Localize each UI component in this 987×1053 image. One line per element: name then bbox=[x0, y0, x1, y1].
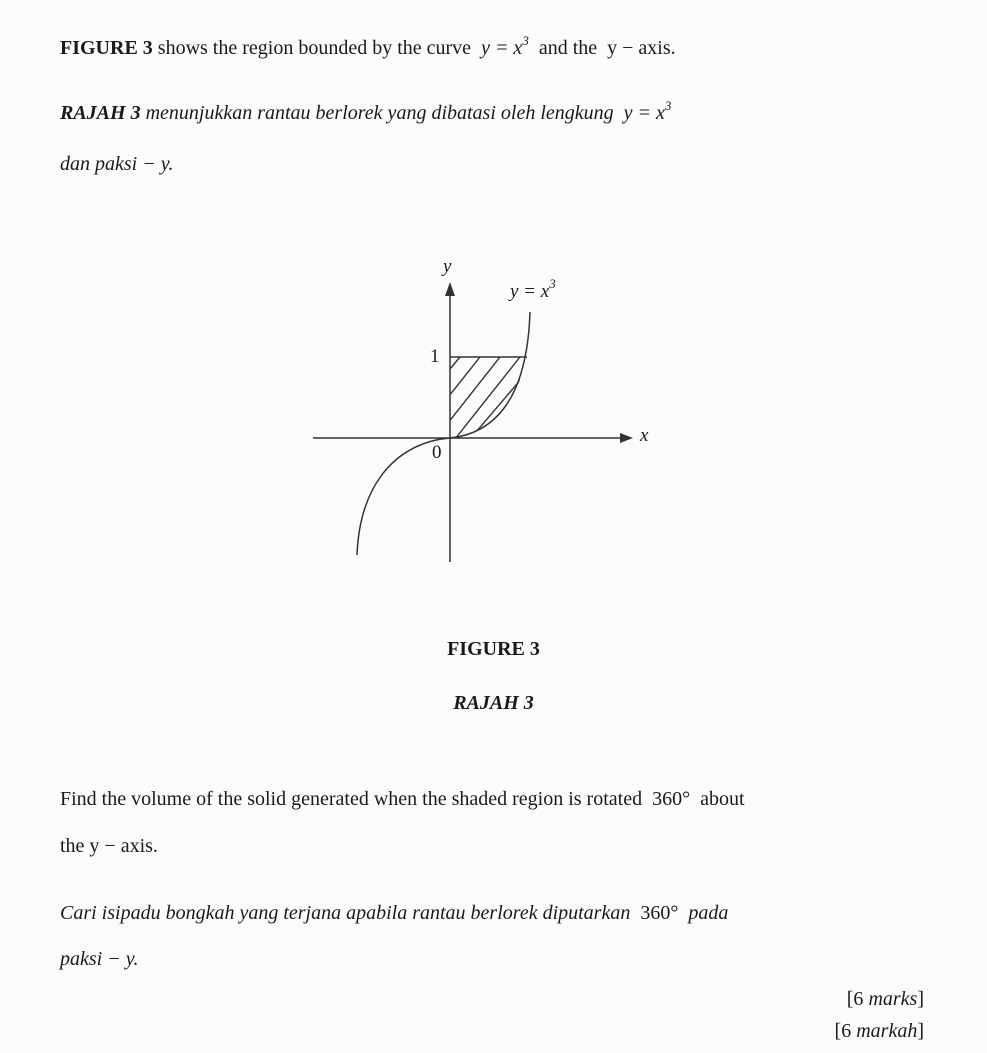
question-ms-line1: Cari isipadu bongkah yang terjana apabila rantau berlorek diputarkan 360° pada bbox=[60, 902, 729, 924]
y-tick-1: 1 bbox=[430, 346, 440, 367]
y-axis-label: y bbox=[443, 256, 452, 277]
marks-ms: [6 markah] bbox=[834, 1020, 924, 1042]
x-axis-arrow-icon bbox=[620, 433, 633, 443]
intro-axis: y − axis. bbox=[607, 37, 676, 59]
shaded-region bbox=[420, 357, 570, 439]
y-axis-arrow-icon bbox=[445, 282, 455, 296]
intro-malay-line2: dan paksi − y. bbox=[60, 153, 174, 175]
intro-tail: and the bbox=[538, 37, 598, 59]
equation: $y = x^3$ bbox=[481, 33, 529, 59]
equation-ms: $y = x^3$ bbox=[623, 98, 672, 124]
question-ms-line2: paksi − y. bbox=[60, 948, 139, 970]
intro-text: shows the region bounded by the curve bbox=[157, 37, 472, 59]
figure-reference: FIGURE 3 bbox=[60, 37, 153, 59]
question-en-line2: the y − axis. bbox=[60, 835, 158, 857]
x-axis-label: x bbox=[640, 425, 649, 446]
origin-label: 0 bbox=[432, 442, 442, 463]
angle-ms: 360° bbox=[640, 902, 679, 924]
curve-label: $y = x^3$ bbox=[510, 276, 556, 302]
figure-caption-en: FIGURE 3 bbox=[447, 638, 540, 660]
figure-caption-ms: RAJAH 3 bbox=[453, 692, 534, 714]
figure-reference-ms: RAJAH 3 bbox=[60, 102, 141, 124]
question-en-line1: Find the volume of the solid generated when the shaded region is rotated 360° about bbox=[60, 788, 745, 810]
curve-y-equals-x-cubed bbox=[357, 312, 530, 555]
angle: 360° bbox=[652, 788, 691, 810]
marks-en: [6 marks] bbox=[846, 988, 924, 1010]
intro-text-ms: menunjukkan rantau berlorek yang dibatasi oleh lengkung bbox=[145, 102, 614, 124]
